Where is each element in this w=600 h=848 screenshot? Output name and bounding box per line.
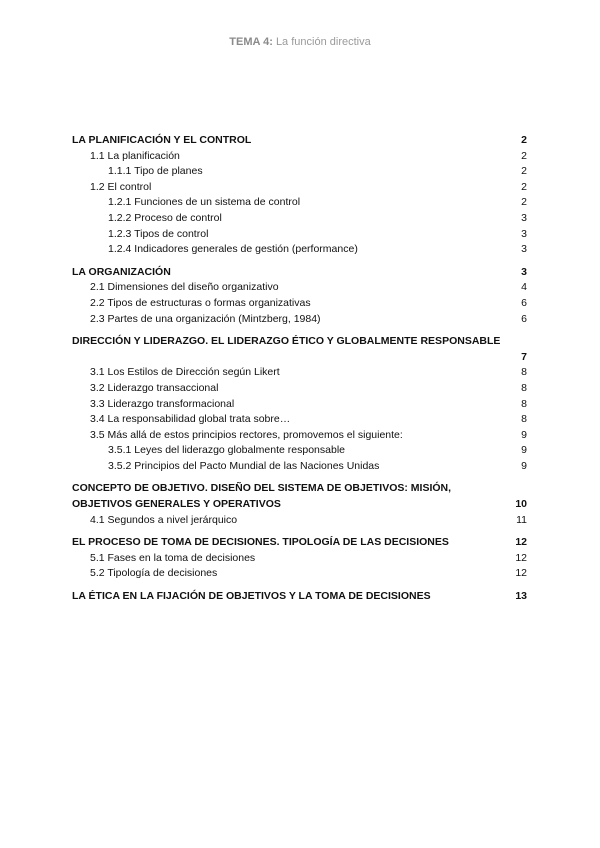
toc-entry-3-3[interactable]: 3.3 Liderazgo transformacional 8 (90, 397, 527, 410)
toc-entry-3-5[interactable]: 3.5 Más allá de estos principios rectores, promovemos el siguiente: 9 (90, 428, 527, 441)
toc-entry-3-2[interactable]: 3.2 Liderazgo transaccional 8 (90, 381, 527, 394)
toc-entry-1-2[interactable]: 1.2 El control 2 (90, 180, 527, 193)
toc-entry-1-1[interactable]: 1.1 La planificación 2 (90, 149, 527, 162)
toc-entry-6[interactable]: LA ÉTICA EN LA FIJACIÓN DE OBJETIVOS Y LA TOMA DE DECISIONES 13 (72, 590, 527, 603)
toc-entry-2[interactable]: LA ORGANIZACIÓN 3 (72, 265, 527, 278)
header-prefix: TEMA 4: (229, 36, 273, 48)
toc-entry-3-page[interactable]: 7 (521, 350, 527, 363)
toc-entry-2-3[interactable]: 2.3 Partes de una organización (Mintzberg, 1984) 6 (90, 312, 527, 325)
header-title: La función directiva (275, 36, 371, 48)
toc-entry-2-2[interactable]: 2.2 Tipos de estructuras o formas organizativas 6 (90, 296, 527, 309)
toc-entry-1-2-4[interactable]: 1.2.4 Indicadores generales de gestión (performance) 3 (108, 243, 527, 256)
toc-entry-4[interactable]: CONCEPTO DE OBJETIVO. DISEÑO DEL SISTEMA DE OBJETIVOS: MISIÓN, OBJETIVOS GENERALES Y OPERATIVOS 10 (72, 482, 527, 511)
toc-entry-4-1[interactable]: 4.1 Segundos a nivel jerárquico 11 (90, 513, 527, 526)
toc-entry-5-1[interactable]: 5.1 Fases en la toma de decisiones 12 (90, 551, 527, 564)
table-of-contents (72, 131, 527, 605)
toc-entry-3-4[interactable]: 3.4 La responsabilidad global trata sobre… 8 (90, 413, 527, 426)
toc-entry-1-1-1[interactable]: 1.1.1 Tipo de planes 2 (108, 165, 527, 178)
toc-entry-2-1[interactable]: 2.1 Dimensiones del diseño organizativo 4 (90, 281, 527, 294)
toc-entry-5[interactable]: EL PROCESO DE TOMA DE DECISIONES. TIPOLOGÍA DE LAS DECISIONES 12 (72, 536, 527, 549)
toc-entry-1-2-3[interactable]: 1.2.3 Tipos de control 3 (108, 227, 527, 240)
toc-entry-1-2-2[interactable]: 1.2.2 Proceso de control 3 (108, 211, 527, 224)
page-header (0, 36, 600, 48)
toc-entry-3[interactable]: DIRECCIÓN Y LIDERAZGO. EL LIDERAZGO ÉTICO Y GLOBALMENTE RESPONSABLE (72, 335, 501, 348)
toc-entry-1[interactable]: LA PLANIFICACIÓN Y EL CONTROL 2 (72, 134, 527, 146)
toc-entry-3-5-1[interactable]: 3.5.1 Leyes del liderazgo globalmente responsable 9 (108, 444, 527, 457)
toc-entry-3-5-2[interactable]: 3.5.2 Principios del Pacto Mundial de las Naciones Unidas 9 (108, 459, 527, 472)
toc-entry-1-2-1[interactable]: 1.2.1 Funciones de un sistema de control 2 (108, 196, 527, 209)
toc-entry-3-1[interactable]: 3.1 Los Estilos de Dirección según Likert 8 (90, 366, 527, 379)
toc-entry-5-2[interactable]: 5.2 Tipología de decisiones 12 (90, 567, 527, 580)
